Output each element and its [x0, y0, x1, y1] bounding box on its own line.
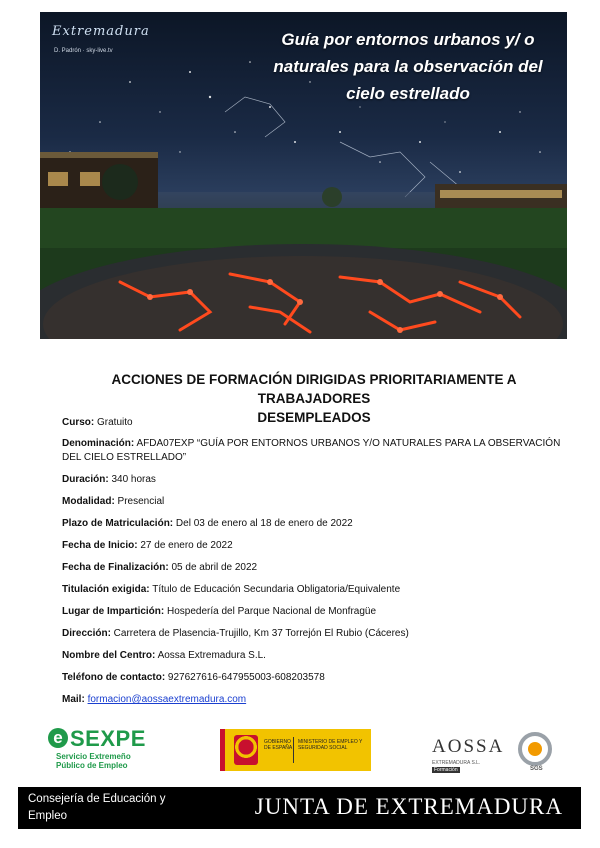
spain-crest-icon	[234, 735, 258, 765]
aossa-tag: Formación	[434, 767, 458, 773]
info-lugar: Lugar de Impartición: Hospedería del Parque Nacional de Monfragüe	[62, 606, 377, 617]
info-plazo: Plazo de Matriculación: Del 03 de enero al 18 de enero de 2022	[62, 518, 353, 529]
info-denominacion: Denominación: AFDA07EXP “GUÍA POR ENTORNOS URBANOS Y/O NATURALES PARA LA OBSERVACIÓN DEL CIELO ESTRELLADO”	[62, 438, 561, 463]
info-telefono: Teléfono de contacto: 927627616-647955003-608203578	[62, 672, 325, 683]
gobierno-label: GOBIERNO DE ESPAÑA	[264, 739, 293, 751]
info-fecha-fin: Fecha de Finalización: 05 de abril de 2022	[62, 562, 258, 573]
course-info	[62, 416, 562, 707]
info-direccion: Dirección: Carretera de Plasencia-Trujillo, Km 37 Torrejón El Rubio (Cáceres)	[62, 628, 409, 639]
footer-band	[18, 787, 581, 829]
photo-credit: D. Padrón · sky-live.tv	[54, 48, 113, 54]
sgs-certification-icon	[518, 732, 552, 766]
info-duracion: Duración: 340 horas	[62, 474, 156, 485]
heading-line: DESEMPLEADOS	[257, 410, 371, 425]
info-centro: Nombre del Centro: Aossa Extremadura S.L.	[62, 650, 266, 661]
gobierno-espana-logo	[220, 729, 371, 771]
info-mail: Mail: formacion@aossaextremadura.com	[62, 694, 247, 705]
hero-photo	[40, 12, 567, 339]
aossa-subtitle: EXTREMADURA S.L.	[432, 760, 481, 766]
info-fecha-inicio: Fecha de Inicio: 27 de enero de 2022	[62, 540, 233, 551]
hero-title-line: naturales para la observación del	[273, 57, 543, 76]
hero-title-line: cielo estrellado	[346, 84, 470, 103]
constellation-lines	[225, 97, 460, 202]
info-curso: Curso: Gratuito	[62, 417, 133, 428]
hero-title-line: Guía por entornos urbanos y/ o	[281, 30, 535, 49]
mail-link[interactable]: formacion@aossaextremadura.com	[87, 694, 247, 705]
sgs-label: SGS	[530, 766, 543, 772]
extremadura-logo: Extremadura	[52, 24, 150, 39]
heading-line: ACCIONES DE FORMACIÓN DIRIGIDAS PRIORITARIAMENTE A TRABAJADORES	[111, 372, 517, 406]
ministerio-label: MINISTERIO DE EMPLEO Y SEGURIDAD SOCIAL	[298, 739, 363, 751]
sexpe-subtitle: Servicio Extremeño Público de Empleo	[56, 752, 131, 770]
sexpe-logo	[48, 726, 173, 772]
info-modalidad: Modalidad: Presencial	[62, 496, 165, 507]
info-titulacion: Titulación exigida: Título de Educación Secundaria Obligatoria/Equivalente	[62, 584, 401, 595]
hero-title	[263, 26, 553, 107]
aossa-logo	[432, 730, 517, 774]
junta-extremadura-label: JUNTA DE EXTREMADURA	[254, 794, 563, 819]
sexpe-e-icon: e	[48, 728, 68, 748]
consejeria-label: Consejería de Educación y Empleo	[28, 793, 166, 822]
sexpe-word: SEXPE	[70, 726, 146, 751]
aossa-word: AOSSA	[432, 736, 505, 757]
